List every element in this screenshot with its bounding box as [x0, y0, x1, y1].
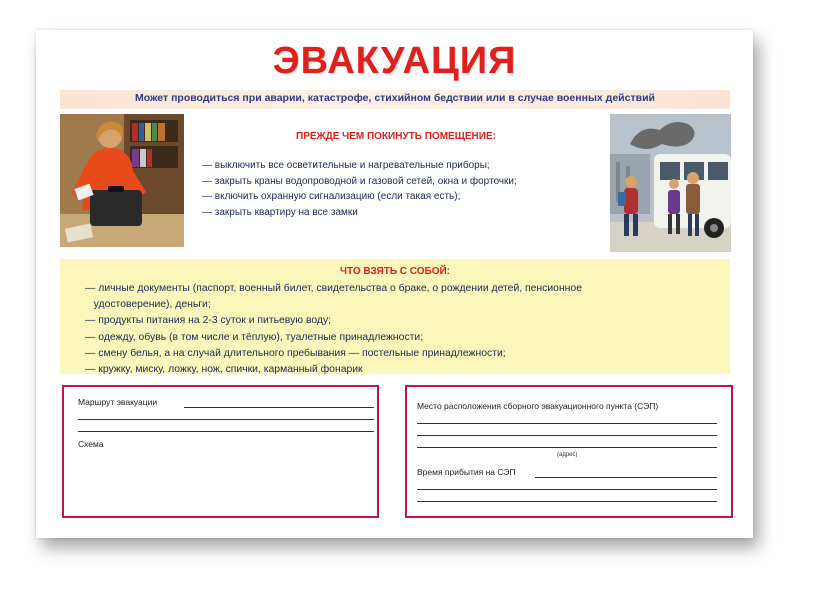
list-item: — выключить все осветительные и нагревательные приборы; [202, 160, 490, 171]
assembly-location-label: Место расположения сборного эвакуационного пункта (СЭП) [417, 401, 659, 411]
assembly-input-line[interactable] [417, 435, 717, 436]
list-item: удостоверение), деньги; [85, 299, 211, 311]
list-item: — личные документы (паспорт, военный билет, свидетельства о браке, о рождении детей, пенсионное [85, 283, 582, 294]
packing-woman-illustration [60, 114, 184, 247]
address-note: (адрес) [557, 452, 578, 458]
list-item: — закрыть краны водопроводной и газовой сетей, окна и форточки; [202, 175, 517, 187]
list-item: — закрыть квартиру на все замки [202, 206, 358, 218]
poster-subtitle: Может проводиться при аварии, катастрофе, стихийном бедствии или в случае военных действий [134, 92, 655, 104]
arrival-input-line[interactable] [535, 477, 717, 478]
list-item: — кружку, миску, ложку, нож, спички, карманный фонарик [85, 364, 363, 376]
arrival-input-line[interactable] [417, 489, 717, 490]
scheme-label: Схема [78, 439, 104, 449]
route-input-line[interactable] [184, 407, 374, 408]
route-input-line[interactable] [78, 419, 374, 420]
assembly-input-line[interactable] [417, 447, 717, 448]
list-item: — одежду, обувь (в том числе и тёплую), туалетные принадлежности; [85, 331, 424, 343]
what-to-take-section [60, 259, 730, 374]
bus-boarding-illustration [610, 114, 731, 252]
assembly-input-line[interactable] [417, 423, 717, 424]
bus-boarding-image [610, 114, 731, 252]
evacuation-poster [36, 30, 753, 538]
list-item: — продукты питания на 2-3 суток и питьевую воду; [85, 315, 332, 327]
what-to-take-list [85, 281, 705, 378]
assembly-point-box [405, 385, 733, 518]
what-to-take-heading: ЧТО ВЗЯТЬ С СОБОЙ: [339, 266, 451, 277]
arrival-input-line[interactable] [417, 501, 717, 502]
packing-woman-image [60, 114, 184, 247]
route-input-line[interactable] [78, 431, 374, 432]
poster-title: ЭВАКУАЦИЯ [272, 40, 517, 82]
arrival-time-label: Время прибытия на СЭП [417, 467, 516, 477]
list-item: — смену белья, а на случай длительного пребывания — постельные принадлежности; [85, 347, 506, 359]
before-leaving-list [202, 158, 612, 220]
before-leaving-heading: ПРЕЖДЕ ЧЕМ ПОКИНУТЬ ПОМЕЩЕНИЕ: [296, 131, 496, 142]
route-label: Маршрут эвакуации [78, 397, 158, 407]
list-item: — включить охранную сигнализацию (если такая есть); [202, 191, 461, 202]
evacuation-route-box [62, 385, 379, 518]
subtitle-band [60, 90, 730, 109]
